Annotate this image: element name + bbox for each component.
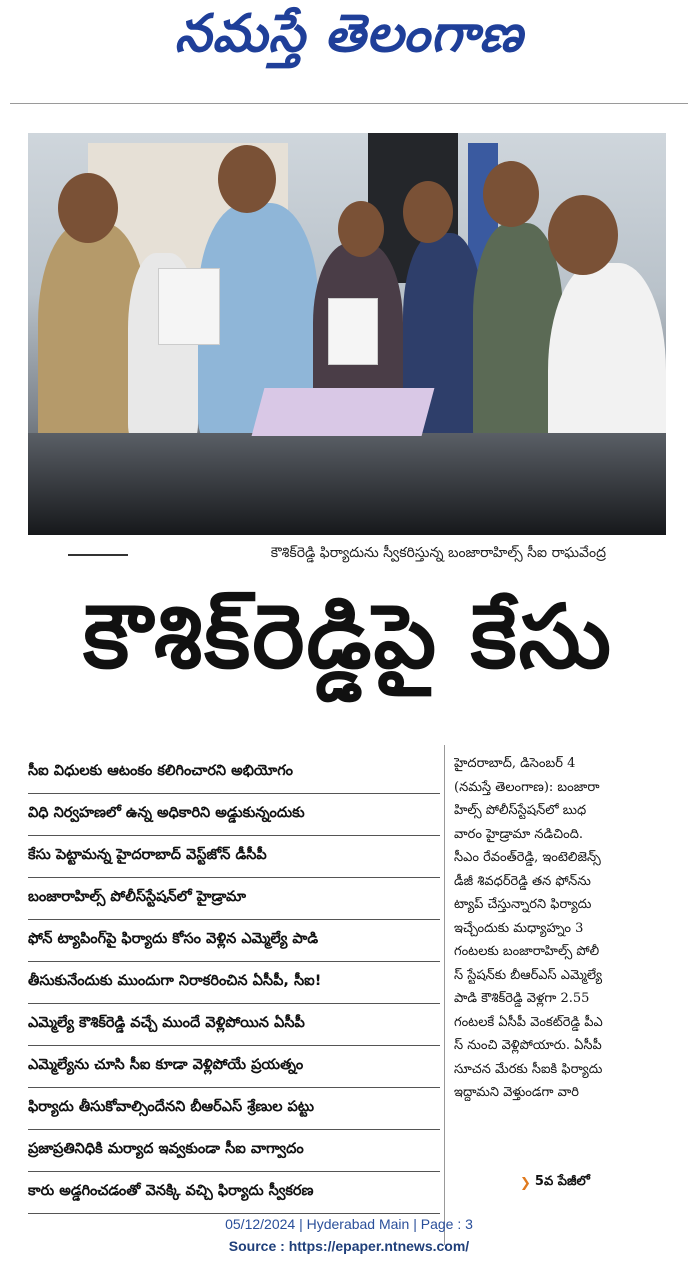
continued-text: 5వ పేజీలో xyxy=(534,1174,590,1189)
photo-head xyxy=(218,145,276,213)
story-line: సీఎం రేవంత్‌రెడ్డి, ఇంటెలిజెన్స్ xyxy=(454,850,601,865)
subhead-text: ఎమ్మెల్యేను చూసి సీఐ కూడా వెళ్లిపోయే ప్రయత్నం xyxy=(28,1056,304,1073)
story-line: ట్యాప్ చేస్తున్నారని ఫిర్యాదు xyxy=(454,897,592,912)
photo-head xyxy=(483,161,539,227)
photo-head xyxy=(548,195,618,275)
story-line: డీజీ శివధర్‌రెడ్డి తన ఫోన్‌ను xyxy=(454,873,591,889)
subhead-text: బంజారాహిల్స్ పోలీస్‌స్టేషన్‌లో హైడ్రామా xyxy=(28,888,246,905)
subheads-list xyxy=(28,752,440,1214)
subhead xyxy=(28,1172,440,1214)
subhead xyxy=(28,1046,440,1088)
subhead-text: సీఐ విధులకు ఆటంకం కలిగించారని అభియోగం xyxy=(28,762,294,779)
photo-head xyxy=(403,181,453,243)
subhead xyxy=(28,1004,440,1046)
subhead-text: ఫోన్ ట్యాపింగ్‌పై ఫిర్యాదు కోసం వెళ్లిన ఎమ్మెల్యే పాడి xyxy=(28,930,319,947)
footer-edition-info: 05/12/2024 | Hyderabad Main | Page : 3 xyxy=(225,1216,473,1232)
photo-head xyxy=(58,173,118,243)
chevron-right-icon: ❯ xyxy=(520,1175,531,1191)
subhead-text: ప్రజాప్రతినిధికి మర్యాద ఇవ్వకుండా సీఐ వాగ్వాదం xyxy=(28,1140,304,1157)
story-line: పాడి కౌశిక్‌రెడ్డి వెళ్లగా 2.55 xyxy=(454,991,590,1006)
subhead xyxy=(28,962,440,1004)
subhead-text: ఫిర్యాదు తీసుకోవాల్సిందేనని బీఆర్‌ఎస్ శ్రేణుల పట్టు xyxy=(28,1098,315,1115)
caption-text: కౌశిక్‌రెడ్డి ఫిర్యాదును స్వీకరిస్తున్న బంజారాహిల్స్ సీఐ రాఘవేంద్ర xyxy=(270,544,606,561)
subhead xyxy=(28,836,440,878)
news-photo xyxy=(28,133,666,535)
subhead xyxy=(28,752,440,794)
story-line: (నమస్తే తెలంగాణ): బంజారా xyxy=(454,779,600,795)
continued-link[interactable] xyxy=(520,1174,590,1192)
subhead xyxy=(28,920,440,962)
footer-source-link[interactable]: Source : https://epaper.ntnews.com/ xyxy=(228,1238,470,1254)
photo-file-stack xyxy=(252,388,435,436)
photo-caption xyxy=(28,538,666,570)
column-divider xyxy=(444,745,445,1245)
story-body xyxy=(454,752,668,1105)
story-line: స్ స్టేషన్‌కు బీఆర్‌ఎస్ ఎమ్మెల్యే xyxy=(454,967,603,983)
story-line: ఇచ్చేందుకు మధ్యాహ్నం 3 xyxy=(454,920,584,936)
subhead xyxy=(28,1130,440,1172)
subhead-text: కారు అడ్డగించడంతో వెనక్కి వచ్చి ఫిర్యాదు స్వీకరణ xyxy=(28,1182,314,1199)
subhead-text: ఎమ్మెల్యే కౌశిక్‌రెడ్డి వచ్చే ముందే వెళ్లిపోయిన ఏసీపీ xyxy=(28,1014,305,1031)
story-line: హిల్స్ పోలీస్‌స్టేషన్‌లో బుధ xyxy=(454,803,587,818)
story-line: ఇద్దామని వెళ్తుండగా వారి xyxy=(454,1085,579,1100)
headline: కౌశిక్‌రెడ్డిపై కేసు xyxy=(83,585,613,688)
subhead xyxy=(28,878,440,920)
subhead xyxy=(28,1088,440,1130)
photo-table xyxy=(28,433,666,535)
story-line: హైదరాబాద్, డిసెంబర్ 4 xyxy=(454,756,576,771)
story-line: సూచన మేరకు సీఐకి ఫిర్యాదు xyxy=(454,1061,603,1077)
masthead xyxy=(0,0,698,100)
story-line: స్ నుంచి వెళ్లిపోయారు. ఏసీపీ xyxy=(454,1038,602,1053)
masthead-rule xyxy=(10,103,688,104)
story-line: వారం హైడ్రామా నడిచింది. xyxy=(454,826,584,842)
photo-complaint-sheet xyxy=(328,298,378,365)
masthead-title: నమస్తే తెలంగాణ xyxy=(174,4,524,64)
subhead-text: విధి నిర్వహణలో ఉన్న అధికారిని అడ్డుకున్నందుకు xyxy=(28,804,305,821)
subhead xyxy=(28,794,440,836)
story-line: గంటలకు బంజారాహిల్స్ పోలీ xyxy=(454,944,600,959)
caption-bar xyxy=(68,554,128,556)
photo-complaint-sheet xyxy=(158,268,220,345)
story-line: గంటలకే ఏసీపీ వెంకట్‌రెడ్డి పీఎ xyxy=(454,1014,603,1030)
subhead-text: తీసుకునేందుకు ముందుగా నిరాకరించిన ఏసీపీ, సీఐ! xyxy=(28,972,322,989)
subhead-text: కేసు పెట్టామన్న హైదరాబాద్ వెస్ట్‌జోన్ డీసీపీ xyxy=(28,846,267,863)
photo-head xyxy=(338,201,384,257)
